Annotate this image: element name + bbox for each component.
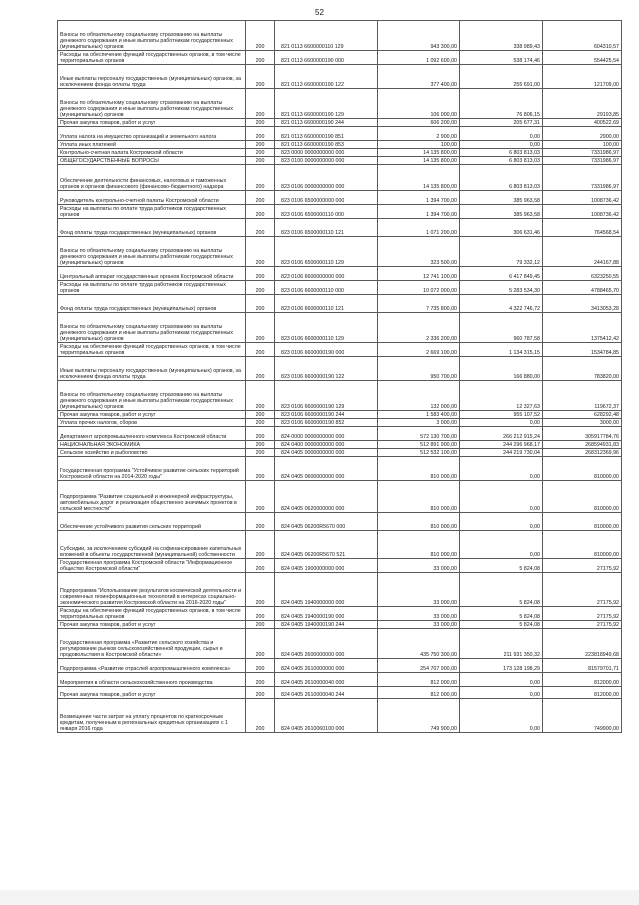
row-plan-cell: 33 000,00: [378, 559, 460, 573]
row-name-cell: Подпрограмма "Использование результатов космической деятельности и современных геоинформационных технологий в интересах социально-экономического развития Костромской области на 2016-2020 годы": [58, 573, 246, 607]
table-row: [58, 427, 622, 441]
row-kbk-cell: 824 0405 0620000000 000: [275, 481, 378, 513]
row-plan-cell: 812 000,00: [378, 673, 460, 687]
table-row: [58, 89, 622, 119]
row-code-cell: 200: [246, 481, 275, 513]
row-code-cell: 200: [246, 149, 275, 157]
row-fact-cell: 12 327,63: [460, 381, 543, 411]
row-kbk-cell: 821 0113 6600000190 129: [275, 89, 378, 119]
row-rest-cell: 783820,00: [543, 357, 622, 381]
table-row: [58, 205, 622, 219]
table-row: [58, 237, 622, 267]
row-code-cell: 200: [246, 65, 275, 89]
row-code-cell: 200: [246, 219, 275, 237]
row-kbk-cell: 821 0113 6600000110 129: [275, 21, 378, 51]
row-code-cell: 200: [246, 141, 275, 149]
table-row: [58, 21, 622, 51]
row-plan-cell: 100,00: [378, 141, 460, 149]
row-fact-cell: 166 880,00: [460, 357, 543, 381]
row-code-cell: 200: [246, 237, 275, 267]
row-fact-cell: 0,00: [460, 673, 543, 687]
row-name-cell: Подпрограмма «Развитие отраслей агропромышленного комплекса»: [58, 659, 246, 673]
row-kbk-cell: 821 0113 6600000190 000: [275, 51, 378, 65]
table-row: [58, 357, 622, 381]
row-fact-cell: 0,00: [460, 419, 543, 427]
row-plan-cell: 323 500,00: [378, 237, 460, 267]
row-plan-cell: 14 135 800,00: [378, 165, 460, 191]
row-code-cell: 200: [246, 313, 275, 343]
row-rest-cell: 400522,69: [543, 119, 622, 127]
row-name-cell: Прочая закупка товаров, работ и услуг: [58, 621, 246, 629]
row-rest-cell: 81579701,71: [543, 659, 622, 673]
row-fact-cell: 0,00: [460, 531, 543, 559]
row-name-cell: Прочая закупка товаров, работ и услуг: [58, 119, 246, 127]
row-kbk-cell: 823 0106 6500000000 000: [275, 191, 378, 205]
row-fact-cell: 5 824,08: [460, 573, 543, 607]
row-kbk-cell: 824 0405 2610000000 000: [275, 659, 378, 673]
row-kbk-cell: 823 0106 6600000190 122: [275, 357, 378, 381]
row-code-cell: 200: [246, 531, 275, 559]
row-rest-cell: 27175,92: [543, 621, 622, 629]
row-code-cell: 200: [246, 419, 275, 427]
row-code-cell: 200: [246, 267, 275, 281]
row-rest-cell: 810000,00: [543, 457, 622, 481]
row-rest-cell: 749900,00: [543, 699, 622, 733]
row-plan-cell: 810 000,00: [378, 457, 460, 481]
row-plan-cell: 810 000,00: [378, 481, 460, 513]
row-fact-cell: 0,00: [460, 457, 543, 481]
row-plan-cell: 1 071 200,00: [378, 219, 460, 237]
row-plan-cell: 106 000,00: [378, 89, 460, 119]
table-row: [58, 127, 622, 141]
table-body: [58, 21, 622, 733]
table-row: [58, 607, 622, 621]
row-fact-cell: 1 134 315,15: [460, 343, 543, 357]
row-name-cell: Взносы по обязательному социальному страхованию на выплаты денежного содержания и иные выплаты работникам государственных (муниципальных) органов: [58, 237, 246, 267]
row-fact-cell: 0,00: [460, 687, 543, 699]
row-code-cell: 200: [246, 607, 275, 621]
row-fact-cell: 4 322 746,72: [460, 295, 543, 313]
table-row: [58, 419, 622, 427]
row-kbk-cell: 824 0405 06200R5670 521: [275, 531, 378, 559]
row-plan-cell: 1 092 600,00: [378, 51, 460, 65]
table-row: [58, 313, 622, 343]
row-code-cell: 200: [246, 699, 275, 733]
row-fact-cell: 0,00: [460, 513, 543, 531]
row-rest-cell: 27175,92: [543, 559, 622, 573]
row-rest-cell: 29193,85: [543, 89, 622, 119]
row-kbk-cell: 823 0106 6500000110 121: [275, 219, 378, 237]
row-name-cell: Сельское хозяйство и рыболовство: [58, 449, 246, 457]
row-code-cell: 200: [246, 191, 275, 205]
row-fact-cell: 5 824,08: [460, 607, 543, 621]
table-row: [58, 157, 622, 165]
row-plan-cell: 572 130 700,00: [378, 427, 460, 441]
row-fact-cell: 6 803 813,03: [460, 165, 543, 191]
row-code-cell: 200: [246, 513, 275, 531]
row-code-cell: 200: [246, 381, 275, 411]
row-kbk-cell: 823 0106 6600000190 852: [275, 419, 378, 427]
row-name-cell: Государственная программа "Устойчивое развитие сельских территорий Костромской области на 2014-2020 годы": [58, 457, 246, 481]
row-name-cell: Центральный аппарат государственных органов Костромской области: [58, 267, 246, 281]
row-kbk-cell: 823 0106 6500000110 000: [275, 205, 378, 219]
row-rest-cell: 1008736,42: [543, 191, 622, 205]
row-plan-cell: 3 000,00: [378, 419, 460, 427]
row-kbk-cell: 824 0405 06200R5670 000: [275, 513, 378, 531]
row-plan-cell: 2 900,00: [378, 127, 460, 141]
row-plan-cell: 606 200,00: [378, 119, 460, 127]
row-rest-cell: 27175,92: [543, 607, 622, 621]
row-fact-cell: 244 219 730,04: [460, 449, 543, 457]
row-kbk-cell: 824 0405 1940000190 244: [275, 621, 378, 629]
row-code-cell: 200: [246, 449, 275, 457]
row-fact-cell: 6 417 849,45: [460, 267, 543, 281]
table-row: [58, 621, 622, 629]
table-row: [58, 687, 622, 699]
row-plan-cell: 33 000,00: [378, 607, 460, 621]
table-row: [58, 411, 622, 419]
row-code-cell: 200: [246, 51, 275, 65]
row-name-cell: Уплата иных платежей: [58, 141, 246, 149]
row-rest-cell: 628292,48: [543, 411, 622, 419]
row-plan-cell: 7 735 800,00: [378, 295, 460, 313]
row-fact-cell: 338 989,43: [460, 21, 543, 51]
page-number: 52: [315, 8, 324, 17]
row-name-cell: Взносы по обязательному социальному страхованию на выплаты денежного содержания и иные выплаты работникам государственных (муниципальных) органов: [58, 21, 246, 51]
row-rest-cell: 6323250,55: [543, 267, 622, 281]
row-fact-cell: 0,00: [460, 481, 543, 513]
row-code-cell: 200: [246, 573, 275, 607]
row-kbk-cell: 824 0405 1940000190 000: [275, 607, 378, 621]
row-name-cell: Прочая закупка товаров, работ и услуг: [58, 411, 246, 419]
row-fact-cell: 5 283 534,30: [460, 281, 543, 295]
row-rest-cell: 4788465,70: [543, 281, 622, 295]
row-plan-cell: 14 135 800,00: [378, 157, 460, 165]
row-rest-cell: 223818949,68: [543, 629, 622, 659]
row-kbk-cell: 824 0405 2610000040 244: [275, 687, 378, 699]
table-row: [58, 65, 622, 89]
row-rest-cell: 3413053,28: [543, 295, 622, 313]
row-name-cell: Мероприятия в области сельскохозяйственного производства: [58, 673, 246, 687]
row-kbk-cell: 824 0405 0600000000 000: [275, 457, 378, 481]
row-name-cell: Подпрограмма "Развитие социальной и инженерной инфраструктуры, автомобильных дорог и реализация общественно значимых проектов в сельской местности": [58, 481, 246, 513]
row-kbk-cell: 824 0405 2610000040 000: [275, 673, 378, 687]
row-name-cell: Фонд оплаты труда государственных (муниципальных) органов: [58, 219, 246, 237]
row-kbk-cell: 824 0405 1900000000 000: [275, 559, 378, 573]
row-rest-cell: 119672,37: [543, 381, 622, 411]
row-fact-cell: 0,00: [460, 141, 543, 149]
row-kbk-cell: 824 0000 0000000000 000: [275, 427, 378, 441]
row-rest-cell: 604310,57: [543, 21, 622, 51]
row-fact-cell: 205 677,31: [460, 119, 543, 127]
row-rest-cell: 7331986,97: [543, 165, 622, 191]
row-kbk-cell: 823 0100 0000000000 000: [275, 157, 378, 165]
row-kbk-cell: 823 0106 6600000110 121: [275, 295, 378, 313]
row-plan-cell: 810 000,00: [378, 531, 460, 559]
row-plan-cell: 810 000,00: [378, 513, 460, 531]
table-row: [58, 149, 622, 157]
row-kbk-cell: 823 0106 6600000110 000: [275, 281, 378, 295]
row-rest-cell: 2900,00: [543, 127, 622, 141]
row-plan-cell: 132 000,00: [378, 381, 460, 411]
row-kbk-cell: 823 0000 0000000000 000: [275, 149, 378, 157]
row-kbk-cell: 824 0405 0000000000 000: [275, 449, 378, 457]
row-code-cell: 200: [246, 89, 275, 119]
row-plan-cell: 377 400,00: [378, 65, 460, 89]
table-row: [58, 449, 622, 457]
row-name-cell: Расходы на обеспечение функций государственных органов, в том числе территориальных органов: [58, 51, 246, 65]
table-row: [58, 51, 622, 65]
row-name-cell: ОБЩЕГОСУДАРСТВЕННЫЕ ВОПРОСЫ: [58, 157, 246, 165]
row-code-cell: 200: [246, 659, 275, 673]
row-kbk-cell: 821 0113 6600000190 851: [275, 127, 378, 141]
row-fact-cell: 0,00: [460, 127, 543, 141]
row-plan-cell: 950 700,00: [378, 357, 460, 381]
row-code-cell: 200: [246, 343, 275, 357]
row-name-cell: Департамент агропромышленного комплекса Костромской области: [58, 427, 246, 441]
table-row: [58, 191, 622, 205]
row-name-cell: Субсидии, за исключением субсидий на софинансирование капитальных вложений в объекты государственной (муниципальной) собственности: [58, 531, 246, 559]
row-plan-cell: 254 707 900,00: [378, 659, 460, 673]
row-name-cell: Иные выплаты персоналу государственных (муниципальных) органов, за исключением фонда оплаты труда: [58, 357, 246, 381]
row-fact-cell: 6 803 813,03: [460, 149, 543, 157]
row-plan-cell: 512 532 100,00: [378, 449, 460, 457]
row-name-cell: Взносы по обязательному социальному страхованию на выплаты денежного содержания и иные выплаты работникам государственных (муниципальных) органов: [58, 381, 246, 411]
row-rest-cell: 810000,00: [543, 513, 622, 531]
row-code-cell: 200: [246, 629, 275, 659]
table-row: [58, 659, 622, 673]
row-name-cell: Прочая закупка товаров, работ и услуг: [58, 687, 246, 699]
row-rest-cell: 3000,00: [543, 419, 622, 427]
row-plan-cell: 1 583 400,00: [378, 411, 460, 419]
row-rest-cell: 812000,00: [543, 687, 622, 699]
row-fact-cell: 5 824,08: [460, 559, 543, 573]
table-row: [58, 381, 622, 411]
budget-execution-table: [57, 20, 622, 733]
row-fact-cell: 76 806,15: [460, 89, 543, 119]
row-fact-cell: 385 963,58: [460, 205, 543, 219]
row-name-cell: Фонд оплаты труда государственных (муниципальных) органов: [58, 295, 246, 313]
table-row: [58, 559, 622, 573]
row-plan-cell: 10 072 000,00: [378, 281, 460, 295]
row-rest-cell: 554425,54: [543, 51, 622, 65]
row-name-cell: Руководитель контрольно-счетной палаты Костромской области: [58, 191, 246, 205]
row-code-cell: 200: [246, 411, 275, 419]
row-kbk-cell: 823 0106 6600000110 129: [275, 313, 378, 343]
row-kbk-cell: 823 0106 6600000190 129: [275, 381, 378, 411]
table-row: [58, 165, 622, 191]
row-kbk-cell: 823 0106 6600000190 000: [275, 343, 378, 357]
row-rest-cell: 810000,00: [543, 531, 622, 559]
row-fact-cell: 244 296 968,17: [460, 441, 543, 449]
row-code-cell: 200: [246, 281, 275, 295]
row-name-cell: Контрольно-счетная палата Костромской области: [58, 149, 246, 157]
row-plan-cell: 33 000,00: [378, 573, 460, 607]
row-kbk-cell: 821 0113 6600000190 122: [275, 65, 378, 89]
scan-bottom-margin: [0, 890, 639, 905]
row-kbk-cell: 823 0106 6600000000 000: [275, 267, 378, 281]
table-row: [58, 629, 622, 659]
row-fact-cell: 306 631,46: [460, 219, 543, 237]
row-kbk-cell: 821 0113 6600000190 853: [275, 141, 378, 149]
row-rest-cell: 1534784,85: [543, 343, 622, 357]
table-row: [58, 119, 622, 127]
row-kbk-cell: 821 0113 6600000190 244: [275, 119, 378, 127]
row-rest-cell: 100,00: [543, 141, 622, 149]
row-name-cell: НАЦИОНАЛЬНАЯ ЭКОНОМИКА: [58, 441, 246, 449]
row-name-cell: Расходы на выплаты по оплате труда работников государственных органов: [58, 205, 246, 219]
row-name-cell: Иные выплаты персоналу государственных (муниципальных) органов, за исключением фонда оплаты труда: [58, 65, 246, 89]
table-row: [58, 441, 622, 449]
row-rest-cell: 764568,54: [543, 219, 622, 237]
row-plan-cell: 14 135 800,00: [378, 149, 460, 157]
row-fact-cell: 538 174,46: [460, 51, 543, 65]
row-rest-cell: 121709,00: [543, 65, 622, 89]
row-name-cell: Расходы на обеспечение функций государственных органов, в том числе территориальных органов: [58, 607, 246, 621]
table-row: [58, 513, 622, 531]
table-row: [58, 281, 622, 295]
row-name-cell: Расходы на выплаты по оплате труда работников государственных органов: [58, 281, 246, 295]
table-row: [58, 267, 622, 281]
row-code-cell: 200: [246, 673, 275, 687]
row-name-cell: Взносы по обязательному социальному страхованию на выплаты денежного содержания и иные выплаты работникам государственных (муниципальных) органов: [58, 313, 246, 343]
row-code-cell: 200: [246, 687, 275, 699]
row-plan-cell: 512 891 900,00: [378, 441, 460, 449]
row-name-cell: Государственная программа Костромской области "Информационное общество Костромской области": [58, 559, 246, 573]
row-name-cell: Уплата налога на имущество организаций и земельного налога: [58, 127, 246, 141]
row-fact-cell: 6 803 813,03: [460, 157, 543, 165]
row-kbk-cell: 824 0405 1940000000 000: [275, 573, 378, 607]
row-plan-cell: 1 394 700,00: [378, 191, 460, 205]
table-row: [58, 219, 622, 237]
row-name-cell: Обеспечение деятельности финансовых, налоговых и таможенных органов и органов финансового (финансово-бюджетного) надзора: [58, 165, 246, 191]
row-fact-cell: 960 787,58: [460, 313, 543, 343]
row-code-cell: 200: [246, 427, 275, 441]
row-name-cell: Расходы на обеспечение функций государственных органов, в том числе территориальных органов: [58, 343, 246, 357]
row-name-cell: Государственная программа «Развитие сельского хозяйства и регулирование рынков сельскохозяйственной продукции, сырья и продовольствия в Костромской области»: [58, 629, 246, 659]
row-code-cell: 200: [246, 21, 275, 51]
row-plan-cell: 33 000,00: [378, 621, 460, 629]
table-row: [58, 141, 622, 149]
row-plan-cell: 943 300,00: [378, 21, 460, 51]
row-code-cell: 200: [246, 621, 275, 629]
row-plan-cell: 2 669 100,00: [378, 343, 460, 357]
table-row: [58, 531, 622, 559]
row-rest-cell: 1008736,42: [543, 205, 622, 219]
row-kbk-cell: 823 0106 0000000000 000: [275, 165, 378, 191]
row-kbk-cell: 824 0405 2600000000 000: [275, 629, 378, 659]
row-fact-cell: 255 691,00: [460, 65, 543, 89]
row-code-cell: 200: [246, 205, 275, 219]
table-row: [58, 699, 622, 733]
row-fact-cell: 5 824,08: [460, 621, 543, 629]
row-rest-cell: 244167,88: [543, 237, 622, 267]
row-code-cell: 200: [246, 357, 275, 381]
row-code-cell: 200: [246, 157, 275, 165]
row-plan-cell: 749 900,00: [378, 699, 460, 733]
row-plan-cell: 812 000,00: [378, 687, 460, 699]
row-fact-cell: 385 963,58: [460, 191, 543, 205]
row-rest-cell: 7331986,97: [543, 149, 622, 157]
table-row: [58, 295, 622, 313]
row-plan-cell: 12 741 100,00: [378, 267, 460, 281]
row-code-cell: 200: [246, 165, 275, 191]
table-row: [58, 457, 622, 481]
row-fact-cell: 211 931 350,32: [460, 629, 543, 659]
row-fact-cell: 173 128 198,29: [460, 659, 543, 673]
row-kbk-cell: 824 0405 2610060100 000: [275, 699, 378, 733]
row-kbk-cell: 824 0400 0000000000 000: [275, 441, 378, 449]
row-code-cell: 200: [246, 559, 275, 573]
row-code-cell: 200: [246, 127, 275, 141]
row-name-cell: Взносы по обязательному социальному страхованию на выплаты денежного содержания и иные выплаты работникам государственных (муниципальных) органов: [58, 89, 246, 119]
row-fact-cell: 79 332,12: [460, 237, 543, 267]
row-code-cell: 200: [246, 295, 275, 313]
row-plan-cell: 435 750 300,00: [378, 629, 460, 659]
row-rest-cell: 7331986,97: [543, 157, 622, 165]
table-row: [58, 673, 622, 687]
row-rest-cell: 27175,92: [543, 573, 622, 607]
row-name-cell: Обеспечение устойчивого развития сельских территорий: [58, 513, 246, 531]
row-fact-cell: 266 212 915,24: [460, 427, 543, 441]
row-rest-cell: 1375412,42: [543, 313, 622, 343]
row-plan-cell: 2 336 200,00: [378, 313, 460, 343]
row-kbk-cell: 823 0106 6500000110 129: [275, 237, 378, 267]
row-rest-cell: 268594931,83: [543, 441, 622, 449]
row-fact-cell: 0,00: [460, 699, 543, 733]
row-rest-cell: 812000,00: [543, 673, 622, 687]
row-rest-cell: 305917784,76: [543, 427, 622, 441]
row-fact-cell: 955 107,52: [460, 411, 543, 419]
row-plan-cell: 1 394 700,00: [378, 205, 460, 219]
row-code-cell: 200: [246, 441, 275, 449]
row-rest-cell: 810000,00: [543, 481, 622, 513]
row-code-cell: 200: [246, 119, 275, 127]
row-name-cell: Уплата прочих налогов, сборов: [58, 419, 246, 427]
row-code-cell: 200: [246, 457, 275, 481]
table-row: [58, 573, 622, 607]
table-row: [58, 343, 622, 357]
row-rest-cell: 268312369,96: [543, 449, 622, 457]
table-row: [58, 481, 622, 513]
row-name-cell: Возмещение части затрат на уплату процентов по краткосрочным кредитам, полученным в региональных кредитных организациях с 1 января 2016 года: [58, 699, 246, 733]
row-kbk-cell: 823 0106 6600000190 244: [275, 411, 378, 419]
